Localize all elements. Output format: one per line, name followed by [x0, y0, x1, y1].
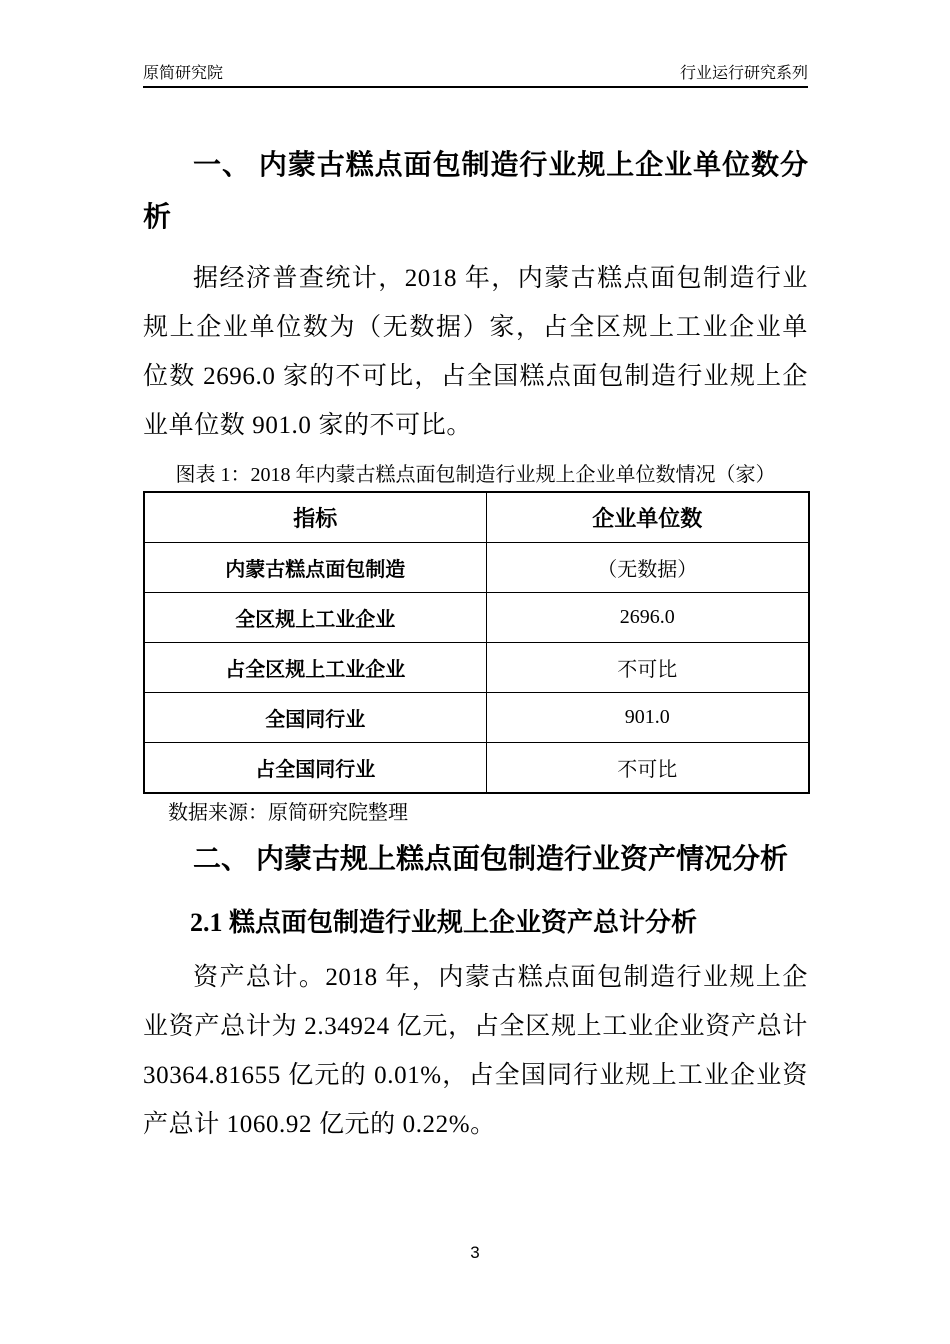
section2-paragraph: 资产总计。2018 年，内蒙古糕点面包制造行业规上企业资产总计为 2.34924 亿元，占全区规上工业企业资产总计 30364.81655 亿元的 0.01%，占全国同行业规上工业企业资产总计 1060.92 亿元的 0.22%。	[143, 964, 808, 1138]
table-row	[144, 593, 809, 643]
table-row	[144, 643, 809, 693]
table-header-indicator: 指标	[144, 492, 486, 543]
section2-subheading: 2.1 糕点面包制造行业规上企业资产总计分析	[190, 908, 698, 937]
running-header-right: 行业运行研究系列	[679, 65, 808, 82]
section1-heading: 一、 内蒙古糕点面包制造行业规上企业单位数分析	[143, 150, 808, 233]
value-cell: 901.0	[486, 693, 809, 743]
section2-heading: 二、 内蒙古规上糕点面包制造行业资产情况分析	[193, 844, 789, 875]
data-source-note: 数据来源：原简研究院整理	[168, 802, 408, 824]
table1-caption: 图表 1：2018 年内蒙古糕点面包制造行业规上企业单位数情况（家）	[175, 464, 776, 486]
indicator-cell: 内蒙古糕点面包制造	[144, 543, 486, 593]
page-content	[143, 0, 808, 1149]
indicator-cell: 占全区规上工业企业	[144, 643, 486, 693]
value-cell: 2696.0	[486, 593, 809, 643]
page-number: 3	[470, 1243, 480, 1262]
value-cell: 不可比	[486, 743, 809, 794]
table-row	[144, 543, 809, 593]
running-header	[143, 0, 808, 88]
indicator-cell: 占全国同行业	[144, 743, 486, 794]
table-row	[144, 693, 809, 743]
indicator-cell: 全国同行业	[144, 693, 486, 743]
running-header-left: 原简研究院	[143, 65, 224, 82]
table-header-value: 企业单位数	[486, 492, 809, 543]
table1	[143, 491, 810, 794]
value-cell: 不可比	[486, 643, 809, 693]
value-cell: （无数据）	[486, 543, 809, 593]
indicator-cell: 全区规上工业企业	[144, 593, 486, 643]
section1-paragraph: 据经济普查统计，2018 年，内蒙古糕点面包制造行业规上企业单位数为（无数据）家，占全区规上工业企业单位数 2696.0 家的不可比，占全国糕点面包制造行业规上企业单位数 901.0 家的不可比。	[143, 265, 808, 439]
table-row	[144, 743, 809, 794]
table-header-row	[144, 492, 809, 543]
